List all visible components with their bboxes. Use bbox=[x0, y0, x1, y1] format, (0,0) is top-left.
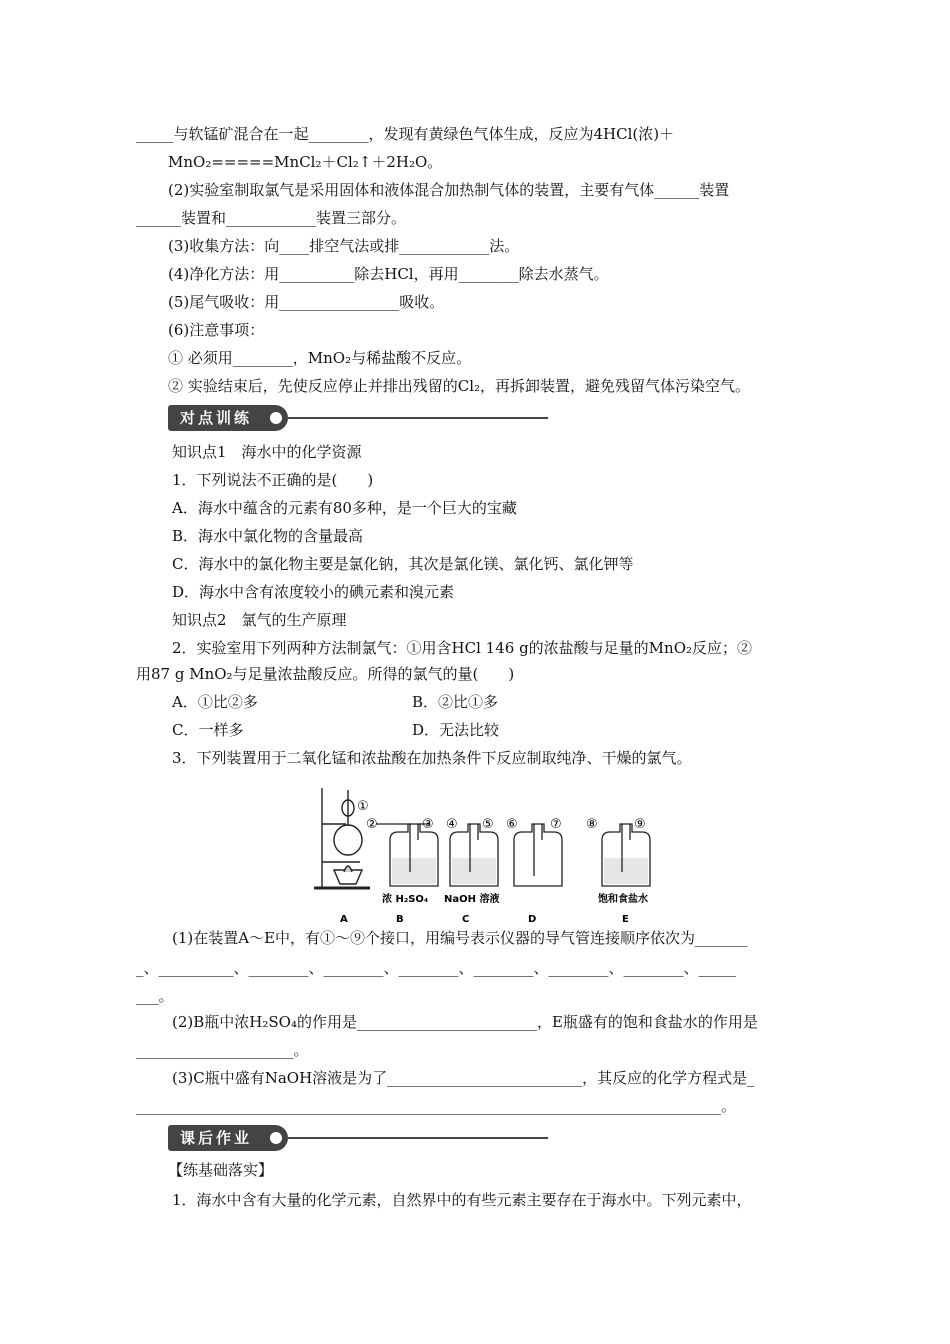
port-label: ⑤ bbox=[482, 817, 494, 832]
apparatus-letter: E bbox=[622, 914, 629, 925]
q1-option-d: D．海水中含有浓度较小的碘元素和溴元素 bbox=[172, 583, 455, 601]
q2-option-d: D．无法比较 bbox=[412, 721, 500, 739]
q2-option-c: C．一样多 bbox=[172, 721, 244, 739]
q2-option-b: B．②比①多 bbox=[412, 693, 499, 711]
port-label: ① bbox=[357, 799, 369, 814]
banner-rule bbox=[288, 417, 548, 419]
q3-part-3: (3)C瓶中盛有NaOH溶液是为了__________________________，其反应的化学方程式是_ bbox=[172, 1069, 755, 1087]
question-2-stem: 2．实验室用下列两种方法制氯气：①用含HCl 146 g的浓盐酸与足量的MnO₂反应；② bbox=[172, 639, 753, 657]
port-label: ⑨ bbox=[634, 817, 646, 832]
apparatus-letter: B bbox=[396, 914, 404, 925]
knowledge-point-heading: 知识点1 海水中的化学资源 bbox=[172, 443, 362, 461]
bottle-b bbox=[376, 824, 438, 886]
q3-part-3-blank: ______________________________________________________________________________。 bbox=[136, 1097, 737, 1115]
banner-dot-icon bbox=[270, 412, 282, 424]
banner-title: 课后作业 bbox=[168, 1125, 288, 1151]
q1-option-a: A．海水中蕴含的元素有80多种，是一个巨大的宝藏 bbox=[172, 499, 517, 517]
q3-part-1-end: ___。 bbox=[136, 987, 174, 1005]
port-label: ⑦ bbox=[550, 817, 562, 832]
question-2-stem-cont: 用87 g MnO₂与足量浓盐酸反应。所得的氯气的量( ) bbox=[136, 665, 515, 683]
q3-part-1: (1)在装置A～E中，有①～⑨个接口，用编号表示仪器的导气管连接顺序依次为_______ bbox=[172, 929, 748, 947]
q3-part-1-blanks: _、__________、________、________、________、________、________、________、_____ bbox=[136, 959, 737, 977]
port-label: ⑧ bbox=[586, 817, 598, 832]
text-line: ② 实验结束后，先使反应停止并排出残留的Cl₂，再拆卸装置，避免残留气体污染空气。 bbox=[168, 377, 751, 395]
bottle-label-e: 饱和食盐水 bbox=[598, 894, 648, 905]
bottle-e bbox=[602, 824, 650, 886]
subsection-heading: 【练基础落实】 bbox=[168, 1161, 274, 1179]
text-line: (4)净化方法：用__________除去HCl，再用________除去水蒸气。 bbox=[168, 265, 609, 283]
apparatus-letter: D bbox=[528, 914, 537, 925]
text-line: (3)收集方法：向____排空气法或排____________法。 bbox=[168, 237, 520, 255]
bottle-label-c: NaOH 溶液 bbox=[444, 894, 500, 905]
port-label: ④ bbox=[446, 817, 458, 832]
question-3-stem: 3．下列装置用于二氧化锰和浓盐酸在加热条件下反应制取纯净、干燥的氯气。 bbox=[172, 749, 692, 767]
bottle-d bbox=[514, 824, 562, 886]
text-line: (2)实验室制取氯气是采用固体和液体混合加热制气体的装置，主要有气体______装置 bbox=[168, 181, 730, 199]
port-label: ③ bbox=[422, 817, 434, 832]
banner-rule bbox=[288, 1137, 548, 1139]
apparatus-letter: C bbox=[462, 914, 470, 925]
q2-option-a: A．①比②多 bbox=[172, 693, 258, 711]
text-line: ① 必须用________，MnO₂与稀盐酸不反应。 bbox=[168, 349, 472, 367]
question-1-stem: 1．下列说法不正确的是( ) bbox=[172, 471, 374, 489]
banner-dot-icon bbox=[270, 1132, 282, 1144]
apparatus-diagram bbox=[310, 780, 670, 930]
q3-part-2-blank: _____________________。 bbox=[136, 1041, 309, 1059]
q1-option-c: C．海水中的氯化物主要是氯化钠，其次是氯化镁、氯化钙、氯化钾等 bbox=[172, 555, 634, 573]
q3-part-2: (2)B瓶中浓H₂SO₄的作用是________________________，E瓶盛有的饱和食盐水的作用是 bbox=[172, 1013, 758, 1031]
text-line: (6)注意事项： bbox=[168, 321, 265, 339]
text-line: _____与软锰矿混合在一起________，发现有黄绿色气体生成，反应为4HCl(浓)＋ bbox=[136, 125, 675, 143]
banner-title: 对点训练 bbox=[168, 405, 288, 431]
homework-question-1: 1．海水中含有大量的化学元素，自然界中的有些元素主要存在于海水中。下列元素中， bbox=[172, 1191, 752, 1209]
port-label: ⑥ bbox=[506, 817, 518, 832]
port-label: ② bbox=[366, 817, 378, 832]
knowledge-point-heading: 知识点2 氯气的生产原理 bbox=[172, 611, 347, 629]
bottle-c bbox=[450, 824, 498, 886]
q1-option-b: B．海水中氯化物的含量最高 bbox=[172, 527, 364, 545]
text-line: ______装置和____________装置三部分。 bbox=[136, 209, 407, 227]
bottle-label-b: 浓 H₂SO₄ bbox=[382, 894, 429, 905]
apparatus-letter: A bbox=[340, 914, 348, 925]
equation-line: MnO₂=====MnCl₂＋Cl₂↑＋2H₂O。 bbox=[168, 153, 443, 171]
text-line: (5)尾气吸收：用________________吸收。 bbox=[168, 293, 445, 311]
